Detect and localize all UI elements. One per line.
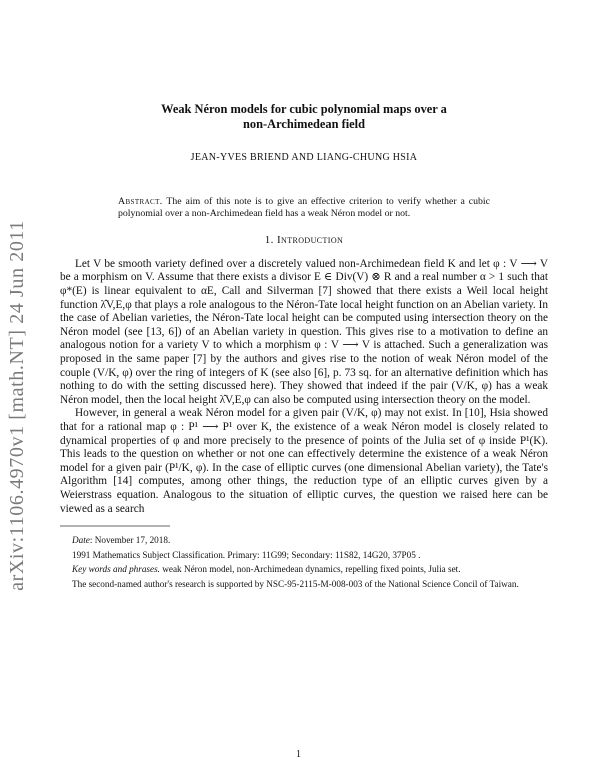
title-line-2: non-Archimedean field xyxy=(243,117,365,131)
intro-paragraph-2: However, in general a weak Néron model for a given pair (V/K, φ) may not exist. In [10], Hsia showed that for a rational map φ : P¹ ⟶ P¹ over K, the existence of a weak Néron model is closely related to dynamical properties of φ and more precisely to the presence of points of the Julia set of φ inside P¹(K). This leads to the question on whether or not one can effectively determine the existence of a weak Néron model for a given pair (P¹/K, φ). In the case of elliptic curves (one dimensional Abelian variety), the Tate's Algorithm [14] computes, among other things, the reduction type of an elliptic curves given by a Weierstrass equation. Analogous to the situation of elliptic curves, the question we raised here can be viewed as a search xyxy=(60,407,548,515)
footnote-keywords xyxy=(60,564,548,576)
footnote-date xyxy=(60,535,548,547)
abstract-text: The aim of this note is to give an effective criterion to verify whether a cubic polynomial over a non-Archimedean field has a weak Néron model or not. xyxy=(118,196,490,220)
section-heading xyxy=(60,234,548,246)
page-number: 1 xyxy=(296,749,301,760)
keywords-label: Key words and phrases. xyxy=(72,564,160,575)
title-line-1: Weak Néron models for cubic polynomial maps over a xyxy=(161,102,447,116)
intro-body xyxy=(60,258,548,516)
intro-paragraph-1: Let V be smooth variety defined over a discretely valued non-Archimedean field K and let φ : V ⟶ V be a morphism on V. Assume that there exists a divisor E ∈ Div(V) ⊗ R and a real number α > 1 such that φ*(E) is linear equivalent to αE, Call and Silverman [7] showed that there exists a Weil local height function λ̂V,E,φ that plays a role analogous to the Néron-Tate local height function on an Abelian variety. In the case of Abelian varieties, the Néron-Tate local height can be computed using intersection theory on the Néron model (see [13, 6]) of an Abelian variety in question. This gives rise to a motivation to define an analogous notion for a variety V to which a morphism φ : V ⟶ V is attached. Such a generalization was proposed in the same paper [7] by the authors and gives rise to the notion of weak Néron model of the couple (V/K, φ) over the ring of integers of K (see also [6], p. 73 sq. for an alternative definition which has nothing to do with the setting discussed here). They showed that indeed if the pair (V/K, φ) has a weak Néron model, then the local height λ̂V,E,φ can also be computed using intersection theory on the model. xyxy=(60,257,548,406)
footnote-rule xyxy=(60,522,548,530)
section-title: Introduction xyxy=(276,233,344,246)
msc-label: 1991 Mathematics Subject Classification. xyxy=(72,549,226,560)
msc-value: Primary: 11G99; Secondary: 11S82, 14G20, 37P05 . xyxy=(225,549,421,560)
date-value: : November 17, 2018. xyxy=(89,535,171,546)
footnote-support: The second-named author's research is supported by NSC-95-2115-M-008-003 of the National Science Concil of Taiwan. xyxy=(72,578,519,589)
section-number: 1. xyxy=(264,233,274,246)
date-label: Date xyxy=(72,535,90,546)
arxiv-identifier: arXiv:1106.4970v1 [math.NT] 24 Jun 2011 xyxy=(5,219,28,591)
paper-page xyxy=(60,102,548,590)
footnote-msc xyxy=(60,550,548,562)
abstract-label: Abstract. xyxy=(118,196,163,207)
paper-authors: JEAN-YVES BRIEND AND LIANG-CHUNG HSIA xyxy=(190,152,418,163)
keywords-value: weak Néron model, non-Archimedean dynamics, repelling fixed points, Julia set. xyxy=(159,564,461,575)
paper-title xyxy=(60,102,548,132)
arxiv-side-stamp xyxy=(4,150,30,660)
abstract xyxy=(118,196,490,221)
